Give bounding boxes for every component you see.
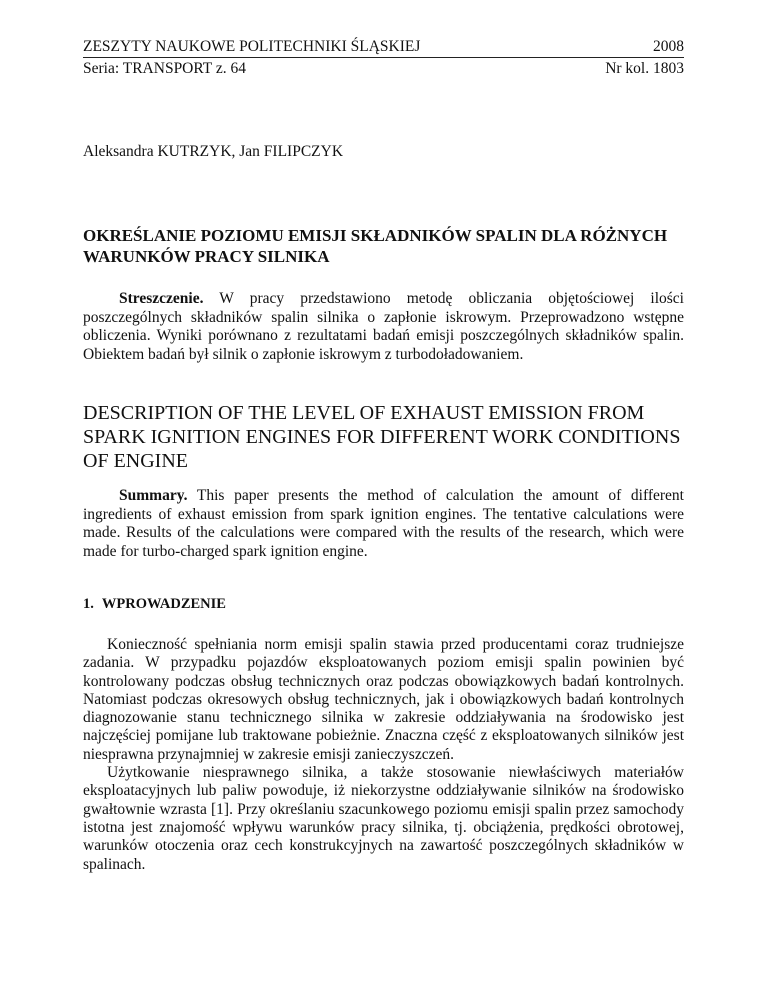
abstract-text: W pracy przedstawiono metodę obliczania objętościowej ilości poszczególnych składników spalin silnika o zapłonie iskrowym. Przeprowadzono wstępne obliczenia. Wyniki porównano z rezultatami badań emisji poszczególnych składników spalin. Obiektem badań był silnik o zapłonie iskrowym z turbodoładowaniem. — [83, 290, 684, 363]
title-polish: OKREŚLANIE POZIOMU EMISJI SKŁADNIKÓW SPALIN DLA RÓŻNYCH WARUNKÓW PRACY SILNIKA — [83, 226, 668, 266]
summary-label: Summary. — [119, 487, 188, 504]
section-number: 1. — [83, 596, 94, 612]
summary-text: This paper presents the method of calculation the amount of different ingredients of exhaust emission from spark ignition engines. The tentative calculations were made. Results of the calculations were compared with the results of the research, which were made for turbo-charged spark ignition engine. — [83, 487, 684, 560]
body-paragraph: Konieczność spełniania norm emisji spalin stawia przed producentami coraz trudniejsze zadania. W przypadku pojazdów eksploatowanych poziom emisji spalin powinien być kontrolowany podczas obsług technicznych oraz podczas obowiązkowych badań kontrolnych. Natomiast podczas okresowych obsług technicznych, jak i obowiązkowych badań kontrolnych diagnozowanie stanu technicznego silnika w zakresie oddziaływania na środowisko jest najczęściej pomijane lub traktowane pobieżnie. Znaczna część z eksploatowanych silników jest niesprawna przynajmniej w zakresie emisji zanieczyszczeń. — [83, 636, 684, 763]
journal-name: ZESZYTY NAUKOWE POLITECHNIKI ŚLĄSKIEJ — [83, 38, 421, 55]
section-title: WPROWADZENIE — [101, 596, 226, 612]
series-header-row — [83, 60, 684, 78]
authors: Aleksandra KUTRZYK, Jan FILIPCZYK — [83, 143, 344, 160]
header-rule — [83, 57, 684, 58]
section-heading — [83, 596, 226, 613]
abstract-label: Streszczenie. — [119, 290, 204, 307]
journal-year: 2008 — [653, 38, 684, 55]
volume-number: Nr kol. 1803 — [605, 60, 684, 77]
journal-header-row — [83, 38, 684, 56]
summary-english — [83, 487, 684, 561]
series-label: Seria: TRANSPORT z. 64 — [83, 60, 246, 77]
section-body — [83, 636, 684, 874]
title-english: DESCRIPTION OF THE LEVEL OF EXHAUST EMISSION FROM SPARK IGNITION ENGINES FOR DIFFERENT WORK CONDITIONS OF ENGINE — [83, 402, 681, 472]
body-paragraph: Użytkowanie niesprawnego silnika, a także stosowanie niewłaściwych materiałów eksploatacyjnych lub paliw powoduje, iż niekorzystne oddziaływanie silników na środowisko gwałtownie wzrasta [1]. Przy określaniu szacunkowego poziomu emisji spalin przez samochody istotna jest znajomość wpływu warunków pracy silnika, tj. obciążenia, prędkości obrotowej, warunków otoczenia oraz cech konstrukcyjnych na zawartość poszczególnych składników w spalinach. — [83, 764, 684, 873]
abstract-polish — [83, 290, 684, 364]
